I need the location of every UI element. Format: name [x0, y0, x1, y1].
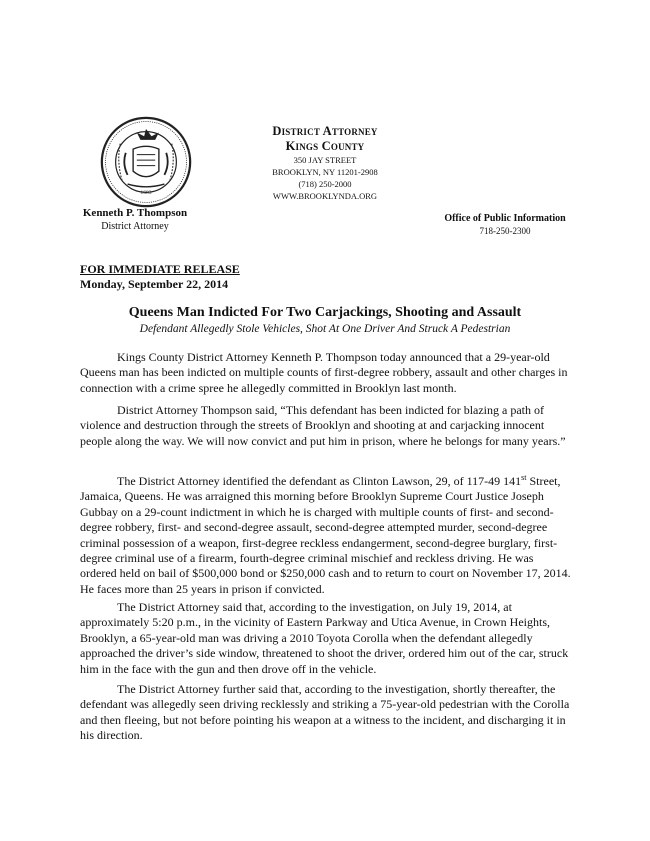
letterhead	[0, 124, 650, 202]
subheadline: Defendant Allegedly Stole Vehicles, Shot At One Driver And Struck A Pedestrian	[139, 323, 511, 335]
headline: Queens Man Indicted For Two Carjackings, Shooting and Assault	[128, 305, 522, 320]
p3-superscript: st	[521, 473, 527, 482]
release-date: Monday, September 22, 2014	[80, 277, 229, 291]
body-paragraph-5: The District Attorney further said that, according to the investigation, shortly thereafter, the defendant was allegedly seen driving recklessly and striking a 75-year-old pedestrian with the Corolla and then fleeing, but not before pointing his weapon at a witness to the incident, and discharging it in his direction.	[80, 682, 570, 743]
release-block	[80, 262, 240, 292]
seal-year: 1683	[140, 190, 152, 197]
phone-number: (718) 250-2000	[298, 179, 352, 189]
info-office-phone: 718-250-2300	[479, 226, 531, 236]
signatory-title: District Attorney	[101, 221, 169, 232]
signatory-block	[60, 206, 210, 233]
release-label: FOR IMMEDIATE RELEASE	[80, 262, 240, 276]
p3-text-end: Street, Jamaica, Queens. He was arraigned this morning before Brooklyn Supreme Court Justice Joseph Gubbay on a 29-count indictment in which he is charged with multiple counts of first- and second-degree robbery, first- and second-degree assault, second-degree attempted murder, second-degree criminal possession of a weapon, first-degree reckless endangerment, second-degree burglary, first-degree criminal use of a firearm, fourth-degree criminal mischief and reckless driving. He was ordered held on bail of $500,000 bond or $250,000 cash and to return to court on November 17, 2014. He faces more than 25 years in prison if convicted.	[80, 474, 571, 596]
body-paragraph-1: Kings County District Attorney Kenneth P. Thompson today announced that a 29-year-old Queens man has been indicted on multiple counts of first-degree robbery, assault and other charges in connection with a crime spree he allegedly committed in Brooklyn last month.	[80, 350, 568, 395]
address-city: BROOKLYN, NY 11201-2908	[272, 167, 378, 177]
office-title-2: Kings County	[285, 139, 365, 153]
body-paragraph-3	[80, 470, 572, 597]
body-paragraph-4: The District Attorney said that, according to the investigation, on July 19, 2014, at approximately 5:20 p.m., in the vicinity of Eastern Parkway and Utica Avenue, in Crown Heights, Brooklyn, a 65-year-old man was driving a 2010 Toyota Corolla when the defendant allegedly approached the driver’s side window, threatened to shoot the driver, ordered him out of the car, struck him in the face with the gun and then drove off in the vehicle.	[80, 600, 569, 676]
address-street: 350 JAY STREET	[293, 155, 357, 165]
signatory-name: Kenneth P. Thompson	[82, 207, 188, 219]
info-office-name: Office of Public Information	[444, 213, 566, 224]
info-office-block	[420, 212, 590, 237]
body-paragraph-2: District Attorney Thompson said, “This defendant has been indicted for blazing a path of violence and destruction through the streets of Brooklyn and shooting at and carjacking innocent people along the way. We will now convict and put him in prison, where he belongs for many years.”	[80, 403, 566, 448]
p3-text-start: The District Attorney identified the defendant as Clinton Lawson, 29, of 117-49 141	[117, 474, 522, 488]
office-title-1: District Attorney	[272, 124, 378, 138]
website: WWW.BROOKLYNDA.ORG	[272, 191, 378, 201]
